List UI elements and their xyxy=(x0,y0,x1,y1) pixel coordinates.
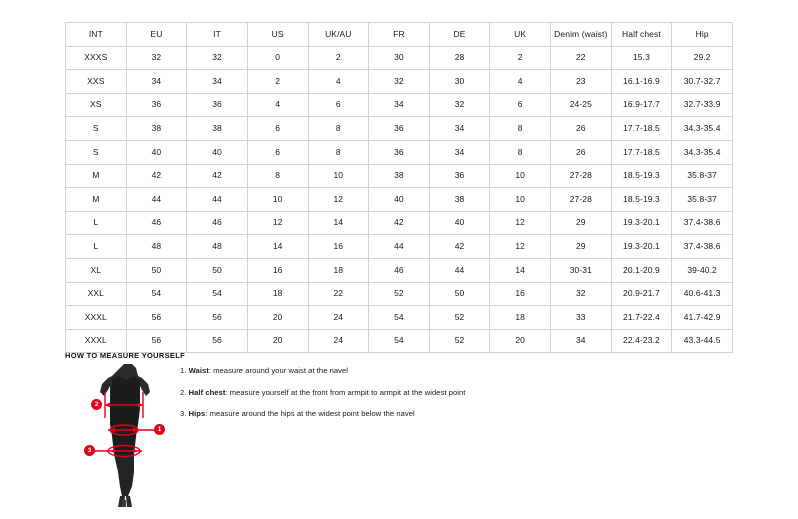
cell-denim-waist: 32 xyxy=(551,282,612,306)
cell-hip: 34.3-35.4 xyxy=(672,140,733,164)
cell-uk: 10 xyxy=(490,188,551,212)
cell-us: 16 xyxy=(247,258,308,282)
table-row xyxy=(66,164,733,188)
cell-hip: 35.8-37 xyxy=(672,188,733,212)
cell-us: 20 xyxy=(247,329,308,353)
cell-int: XS xyxy=(66,93,127,117)
cell-denim-waist: 24-25 xyxy=(551,93,612,117)
cell-uk: 2 xyxy=(490,46,551,70)
cell-hip: 29.2 xyxy=(672,46,733,70)
cell-de: 36 xyxy=(429,164,490,188)
cell-hip: 41.7-42.9 xyxy=(672,306,733,330)
cell-uk: 4 xyxy=(490,70,551,94)
cell-hip: 37.4-38.6 xyxy=(672,211,733,235)
cell-uk-au: 2 xyxy=(308,46,369,70)
cell-fr: 54 xyxy=(369,329,430,353)
cell-int: XL xyxy=(66,258,127,282)
cell-eu: 50 xyxy=(126,258,187,282)
cell-de: 40 xyxy=(429,211,490,235)
cell-uk: 8 xyxy=(490,117,551,141)
size-chart-table xyxy=(65,22,733,353)
cell-denim-waist: 26 xyxy=(551,140,612,164)
cell-us: 8 xyxy=(247,164,308,188)
mannequin-illustration xyxy=(80,362,180,507)
table-header xyxy=(66,23,733,47)
cell-denim-waist: 26 xyxy=(551,117,612,141)
table-row xyxy=(66,258,733,282)
cell-uk-au: 24 xyxy=(308,306,369,330)
size-chart-container xyxy=(65,22,733,353)
cell-uk: 18 xyxy=(490,306,551,330)
measure-number-1: 1. xyxy=(180,366,187,375)
cell-half-chest: 19.3-20.1 xyxy=(611,235,672,259)
cell-de: 32 xyxy=(429,93,490,117)
table-row xyxy=(66,306,733,330)
cell-denim-waist: 34 xyxy=(551,329,612,353)
cell-eu: 56 xyxy=(126,306,187,330)
cell-us: 4 xyxy=(247,93,308,117)
cell-de: 44 xyxy=(429,258,490,282)
cell-us: 6 xyxy=(247,140,308,164)
cell-uk-au: 18 xyxy=(308,258,369,282)
cell-fr: 46 xyxy=(369,258,430,282)
table-row xyxy=(66,93,733,117)
cell-eu: 56 xyxy=(126,329,187,353)
cell-fr: 36 xyxy=(369,117,430,141)
cell-hip: 40.6-41.3 xyxy=(672,282,733,306)
cell-de: 52 xyxy=(429,306,490,330)
measure-term-hips: Hips xyxy=(188,409,206,419)
cell-uk: 14 xyxy=(490,258,551,282)
cell-eu: 46 xyxy=(126,211,187,235)
cell-denim-waist: 27-28 xyxy=(551,164,612,188)
measure-instruction-hips xyxy=(180,409,600,418)
cell-half-chest: 18.5-19.3 xyxy=(611,164,672,188)
column-header-us: US xyxy=(247,23,308,47)
column-header-fr: FR xyxy=(369,23,430,47)
cell-denim-waist: 22 xyxy=(551,46,612,70)
cell-int: XXL xyxy=(66,282,127,306)
cell-half-chest: 20.9-21.7 xyxy=(611,282,672,306)
cell-denim-waist: 29 xyxy=(551,211,612,235)
cell-us: 14 xyxy=(247,235,308,259)
cell-fr: 36 xyxy=(369,140,430,164)
cell-int: XXXS xyxy=(66,46,127,70)
cell-uk-au: 10 xyxy=(308,164,369,188)
cell-denim-waist: 33 xyxy=(551,306,612,330)
table-row xyxy=(66,211,733,235)
cell-half-chest: 21.7-22.4 xyxy=(611,306,672,330)
table-row xyxy=(66,70,733,94)
column-header-de: DE xyxy=(429,23,490,47)
cell-eu: 44 xyxy=(126,188,187,212)
column-header-denim-waist: Denim (waist) xyxy=(551,23,612,47)
cell-hip: 30.7-32.7 xyxy=(672,70,733,94)
figure-badge-hips: 3 xyxy=(84,445,95,456)
cell-it: 46 xyxy=(187,211,248,235)
table-row xyxy=(66,329,733,353)
cell-hip: 34.3-35.4 xyxy=(672,117,733,141)
cell-int: L xyxy=(66,211,127,235)
cell-uk-au: 8 xyxy=(308,140,369,164)
cell-eu: 48 xyxy=(126,235,187,259)
cell-denim-waist: 30-31 xyxy=(551,258,612,282)
measure-text-hips: : measure around the hips at the widest point below the navel xyxy=(205,409,415,419)
cell-uk-au: 12 xyxy=(308,188,369,212)
cell-fr: 52 xyxy=(369,282,430,306)
cell-half-chest: 18.5-19.3 xyxy=(611,188,672,212)
cell-int: M xyxy=(66,164,127,188)
cell-eu: 40 xyxy=(126,140,187,164)
cell-half-chest: 17.7-18.5 xyxy=(611,140,672,164)
cell-uk-au: 22 xyxy=(308,282,369,306)
column-header-uk: UK xyxy=(490,23,551,47)
cell-us: 10 xyxy=(247,188,308,212)
cell-it: 50 xyxy=(187,258,248,282)
cell-fr: 44 xyxy=(369,235,430,259)
cell-half-chest: 17.7-18.5 xyxy=(611,117,672,141)
table-row xyxy=(66,140,733,164)
cell-uk: 10 xyxy=(490,164,551,188)
measure-term-waist: Waist xyxy=(188,366,209,375)
cell-eu: 36 xyxy=(126,93,187,117)
measure-instruction-half-chest xyxy=(180,388,600,397)
cell-us: 12 xyxy=(247,211,308,235)
cell-eu: 34 xyxy=(126,70,187,94)
table-row xyxy=(66,46,733,70)
cell-us: 18 xyxy=(247,282,308,306)
cell-half-chest: 15.3 xyxy=(611,46,672,70)
column-header-hip: Hip xyxy=(672,23,733,47)
cell-de: 34 xyxy=(429,117,490,141)
cell-uk-au: 4 xyxy=(308,70,369,94)
cell-it: 56 xyxy=(187,306,248,330)
cell-hip: 37.4-38.6 xyxy=(672,235,733,259)
cell-uk: 12 xyxy=(490,235,551,259)
measurement-figure xyxy=(80,362,180,507)
how-to-measure-title: HOW TO MEASURE YOURSELF xyxy=(65,351,185,360)
table-row xyxy=(66,188,733,212)
cell-fr: 40 xyxy=(369,188,430,212)
cell-int: XXXL xyxy=(66,306,127,330)
cell-us: 20 xyxy=(247,306,308,330)
cell-it: 40 xyxy=(187,140,248,164)
table-body xyxy=(66,46,733,353)
cell-us: 0 xyxy=(247,46,308,70)
cell-half-chest: 16.9-17.7 xyxy=(611,93,672,117)
cell-de: 42 xyxy=(429,235,490,259)
cell-it: 34 xyxy=(187,70,248,94)
cell-de: 38 xyxy=(429,188,490,212)
cell-half-chest: 22.4-23.2 xyxy=(611,329,672,353)
measure-number-3: 3. xyxy=(180,409,187,419)
table-header-row xyxy=(66,23,733,47)
cell-hip: 35.8-37 xyxy=(672,164,733,188)
cell-denim-waist: 27-28 xyxy=(551,188,612,212)
cell-uk-au: 24 xyxy=(308,329,369,353)
cell-eu: 54 xyxy=(126,282,187,306)
cell-uk-au: 6 xyxy=(308,93,369,117)
cell-int: S xyxy=(66,117,127,141)
cell-it: 38 xyxy=(187,117,248,141)
cell-uk-au: 14 xyxy=(308,211,369,235)
column-header-it: IT xyxy=(187,23,248,47)
cell-de: 34 xyxy=(429,140,490,164)
cell-hip: 32.7-33.9 xyxy=(672,93,733,117)
cell-denim-waist: 23 xyxy=(551,70,612,94)
cell-fr: 38 xyxy=(369,164,430,188)
cell-hip: 39-40.2 xyxy=(672,258,733,282)
cell-hip: 43.3-44.5 xyxy=(672,329,733,353)
cell-eu: 38 xyxy=(126,117,187,141)
cell-fr: 34 xyxy=(369,93,430,117)
column-header-uk-au: UK/AU xyxy=(308,23,369,47)
cell-uk: 20 xyxy=(490,329,551,353)
cell-int: M xyxy=(66,188,127,212)
cell-uk: 8 xyxy=(490,140,551,164)
cell-de: 52 xyxy=(429,329,490,353)
measure-instruction-waist xyxy=(180,366,600,375)
cell-uk: 6 xyxy=(490,93,551,117)
cell-eu: 32 xyxy=(126,46,187,70)
cell-int: L xyxy=(66,235,127,259)
cell-it: 32 xyxy=(187,46,248,70)
column-header-eu: EU xyxy=(126,23,187,47)
cell-de: 30 xyxy=(429,70,490,94)
cell-uk-au: 16 xyxy=(308,235,369,259)
measure-number-2: 2. xyxy=(180,387,187,397)
cell-it: 56 xyxy=(187,329,248,353)
table-row xyxy=(66,282,733,306)
cell-uk: 12 xyxy=(490,211,551,235)
cell-int: XXS xyxy=(66,70,127,94)
cell-de: 50 xyxy=(429,282,490,306)
table-row xyxy=(66,235,733,259)
cell-it: 54 xyxy=(187,282,248,306)
cell-eu: 42 xyxy=(126,164,187,188)
cell-half-chest: 16.1-16.9 xyxy=(611,70,672,94)
cell-us: 6 xyxy=(247,117,308,141)
column-header-int: INT xyxy=(66,23,127,47)
cell-fr: 42 xyxy=(369,211,430,235)
cell-it: 42 xyxy=(187,164,248,188)
cell-fr: 54 xyxy=(369,306,430,330)
how-to-measure-list xyxy=(180,366,600,431)
figure-badge-half-chest: 2 xyxy=(91,399,102,410)
measure-text-half-chest: : measure yourself at the front from armpit to armpit at the widest point xyxy=(225,387,466,397)
cell-it: 48 xyxy=(187,235,248,259)
cell-fr: 32 xyxy=(369,70,430,94)
table-row xyxy=(66,117,733,141)
cell-fr: 30 xyxy=(369,46,430,70)
measure-text-waist: : measure around your waist at the navel xyxy=(208,366,349,375)
cell-it: 36 xyxy=(187,93,248,117)
cell-int: S xyxy=(66,140,127,164)
cell-us: 2 xyxy=(247,70,308,94)
cell-de: 28 xyxy=(429,46,490,70)
measure-term-half-chest: Half chest xyxy=(188,387,226,397)
cell-uk: 16 xyxy=(490,282,551,306)
cell-denim-waist: 29 xyxy=(551,235,612,259)
cell-int: XXXL xyxy=(66,329,127,353)
cell-half-chest: 19.3-20.1 xyxy=(611,211,672,235)
column-header-half-chest: Half chest xyxy=(611,23,672,47)
cell-it: 44 xyxy=(187,188,248,212)
figure-badge-waist: 1 xyxy=(154,424,165,435)
cell-half-chest: 20.1-20.9 xyxy=(611,258,672,282)
cell-uk-au: 8 xyxy=(308,117,369,141)
